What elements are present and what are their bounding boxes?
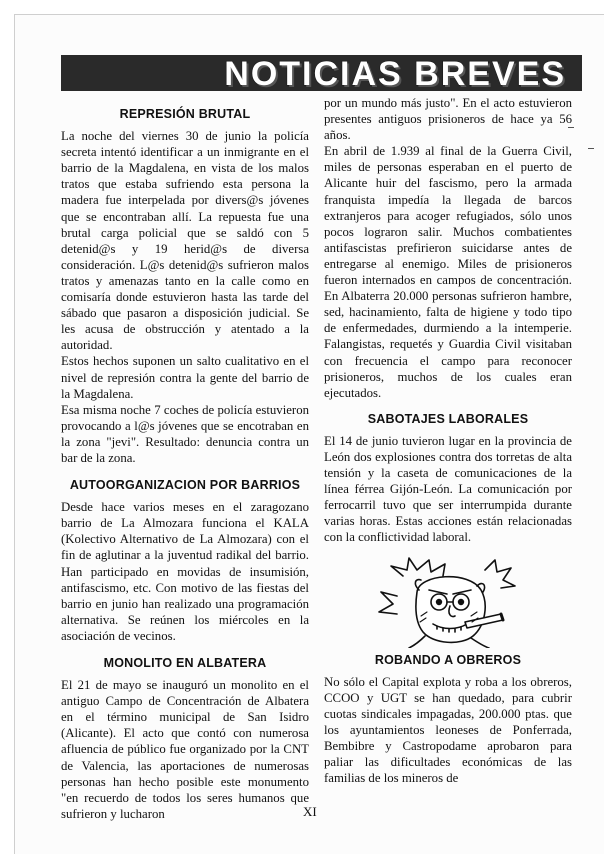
- article-heading: AUTOORGANIZACION POR BARRIOS: [69, 478, 301, 493]
- left-column: [61, 106, 309, 822]
- page-number: XI: [303, 804, 317, 819]
- margin-mark: [568, 127, 574, 128]
- banner-title: NOTICIAS BREVES: [224, 55, 566, 93]
- article-paragraph: El 21 de mayo se inauguró un monolito en el antiguo Campo de Concentración de Albatera en el término municipal de San Isidro (Alicante). El acto que contó con numerosa afluencia de público fue organizado por la CNT de Valencia, las aportaciones de numerosas personas han hecho posible este monumento "en recuerdo de todos los seres humanos que sufrieron y lucharon: [61, 678, 309, 821]
- margin-mark: [588, 148, 594, 149]
- article-heading: REPRESIÓN BRUTAL: [119, 107, 251, 121]
- article-heading: ROBANDO A OBREROS: [374, 652, 522, 667]
- article-paragraph: por un mundo más justo". En el acto estuvieron presentes antiguos prisioneros de hace ya 56 años.: [324, 96, 572, 143]
- article-paragraph: No sólo el Capital explota y roba a los obreros, CCOO y UGT se han quedado, para cubrir cuotas sindicales impagadas, 200.000 ptas. que los ayuntamientos leoneses de Ponferrada, Bembibre y Castropodame aprobaron para paliar las dificultades económicas de las familias de los mineros de: [324, 674, 572, 786]
- article-paragraph: El 14 de junio tuvieron lugar en la provincia de León dos explosiones contra dos torretas de alta tensión y la caseta de comunicaciones de la línea férrea Gijón-León. La comunicación por ferrocarril tuvo que ser interrumpida durante varias horas. Estas acciones están relacionadas con la conflictividad laboral.: [324, 433, 572, 545]
- article-paragraph: Esa misma noche 7 coches de policía estuvieron provocando a l@s jóvenes que se encotraban en la zona "jevi". Resultado: denuncia contra un bar de la zona.: [61, 402, 309, 465]
- section-banner: [61, 55, 582, 91]
- cartoon-illustration: [373, 556, 523, 648]
- article-heading: SABOTAJES LABORALES: [367, 411, 529, 426]
- article-heading: MONOLITO EN ALBATERA: [103, 656, 267, 670]
- article-paragraph: Estos hechos suponen un salto cualitativo en el nivel de represión contra la gente del barrio de la Magdalena.: [61, 354, 309, 401]
- article-paragraph: Desde hace varios meses en el zaragozano barrio de La Almozara funciona el KALA (Kolectivo Alternativo de La Almozara) con el fin de aglutinar a la juventud radikal del barrio. Han participado en movidas de insumisión, antifascismo, etc. Con motivo de las fiestas del barrio en junio han realizado una programación alternativa. Se reúnen los miércoles en la asociación de vecinos.: [61, 500, 309, 643]
- article-paragraph: En abril de 1.939 al final de la Guerra Civil, miles de personas esperaban en el puerto de Alicante huir del fascismo, pero la armada franquista impedía la llegada de barcos extranjeros para acoger refugiados, sólo unos pocos lograron salir. Muchos combatientes antifascistas prefirieron suicidarse antes de entregarse al enemigo. Miles de prisioneros fueron internados en campos de concentración. En Albaterra 20.000 personas sufrieron hambre, sed, hacinamiento, falta de higiene y todo tipo de enfermedades, durmiendo a la intemperie. Falangistas, requetés y Guardia Civil visitaban con frecuencia el campo para reconocer prisioneros, muchos de los cuales eran ejecutados.: [324, 144, 572, 400]
- right-column: [324, 95, 572, 786]
- article-paragraph: La noche del viernes 30 de junio la policía secreta intentó identificar a un inmigrante en el barrio de la Magdalena, en vista de los malos tratos que estaba sufriendo esta persona la madera fue interpelada por divers@s jóvenes que se encontraban allí. La repuesta fue una brutal carga policial que se saldó con 5 detenid@s y 19 herid@s de diversa consideración. L@s detenid@s sufrieron malos tratos y amenazas tanto en la calle como en comisaría donde estuvieron hasta las tarde del sábado que pasaron a disposición judicial. Se les acusa de obstrucción y atentado a la autoridad.: [61, 129, 309, 353]
